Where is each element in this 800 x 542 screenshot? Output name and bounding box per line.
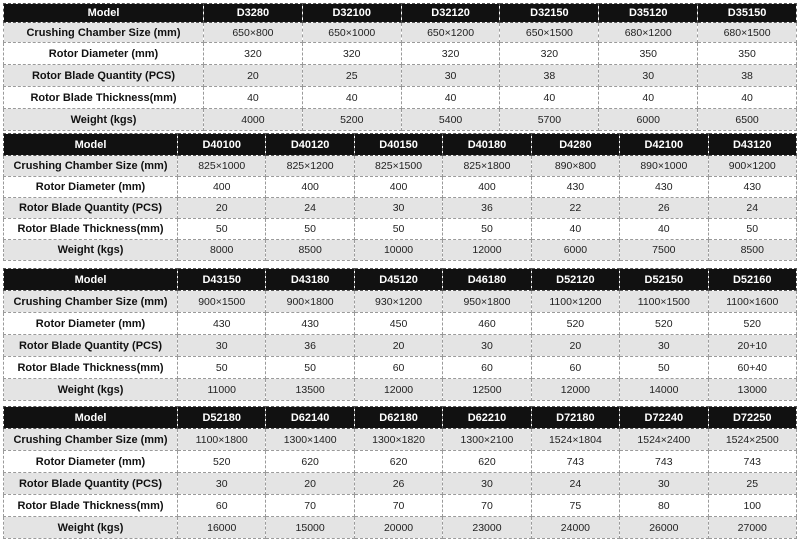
model-header-label: Model <box>4 269 178 291</box>
table-row <box>4 313 797 335</box>
table-cell: 30 <box>354 198 442 219</box>
table-cell: 12000 <box>443 240 531 261</box>
table-cell: 900×1200 <box>708 156 796 177</box>
table-row <box>4 177 797 198</box>
table-cell: 26 <box>354 473 442 495</box>
model-name: D43150 <box>178 269 266 291</box>
table-cell: 620 <box>443 451 531 473</box>
table-cell: 26 <box>620 198 708 219</box>
table-cell: 24 <box>531 473 619 495</box>
table-cell: 900×1500 <box>178 291 266 313</box>
table-cell: 520 <box>620 313 708 335</box>
model-name: D40100 <box>178 134 266 156</box>
table-row <box>4 198 797 219</box>
row-label-diameter: Rotor Diameter (mm) <box>4 43 204 65</box>
table-cell: 40 <box>698 87 797 109</box>
table-cell: 4000 <box>204 109 303 131</box>
model-header-label: Model <box>4 407 178 429</box>
table-row <box>4 473 797 495</box>
table-cell: 13000 <box>708 379 796 401</box>
row-label-thickness: Rotor Blade Thickness(mm) <box>4 87 204 109</box>
table-cell: 20 <box>266 473 354 495</box>
table-cell: 900×1800 <box>266 291 354 313</box>
table-cell: 520 <box>178 451 266 473</box>
table-cell: 6000 <box>531 240 619 261</box>
model-name: D43120 <box>708 134 796 156</box>
table-cell: 50 <box>443 219 531 240</box>
table-row <box>4 495 797 517</box>
table-cell: 460 <box>443 313 531 335</box>
table-row <box>4 87 797 109</box>
table-cell: 40 <box>204 87 303 109</box>
table-cell: 450 <box>354 313 442 335</box>
table-cell: 36 <box>443 198 531 219</box>
table-cell: 12000 <box>354 379 442 401</box>
row-label-quantity: Rotor Blade Quantity (PCS) <box>4 335 178 357</box>
model-name: D3280 <box>204 4 303 23</box>
table-cell: 30 <box>401 65 500 87</box>
table-cell: 60 <box>531 357 619 379</box>
model-name: D62140 <box>266 407 354 429</box>
table-cell: 1100×1800 <box>178 429 266 451</box>
row-label-diameter: Rotor Diameter (mm) <box>4 177 178 198</box>
row-label-diameter: Rotor Diameter (mm) <box>4 451 178 473</box>
row-label-weight: Weight (kgs) <box>4 240 178 261</box>
table-cell: 20 <box>204 65 303 87</box>
table-cell: 1100×1200 <box>531 291 619 313</box>
row-label-chamber: Crushing Chamber Size (mm) <box>4 156 178 177</box>
table-cell: 25 <box>708 473 796 495</box>
table-cell: 13500 <box>266 379 354 401</box>
table-cell: 620 <box>266 451 354 473</box>
table-cell: 1524×1804 <box>531 429 619 451</box>
table-cell: 1524×2500 <box>708 429 796 451</box>
table-cell: 1100×1500 <box>620 291 708 313</box>
table-cell: 680×1200 <box>599 23 698 43</box>
table-cell: 430 <box>178 313 266 335</box>
table-cell: 680×1500 <box>698 23 797 43</box>
row-label-chamber: Crushing Chamber Size (mm) <box>4 23 204 43</box>
table-cell: 8000 <box>178 240 266 261</box>
table-cell: 620 <box>354 451 442 473</box>
table-cell: 38 <box>698 65 797 87</box>
table-cell: 650×1500 <box>500 23 599 43</box>
model-name: D43180 <box>266 269 354 291</box>
row-label-weight: Weight (kgs) <box>4 109 204 131</box>
model-name: D32100 <box>302 4 401 23</box>
spec-table-2 <box>3 133 797 261</box>
table-cell: 12500 <box>443 379 531 401</box>
row-label-thickness: Rotor Blade Thickness(mm) <box>4 495 178 517</box>
table-cell: 70 <box>266 495 354 517</box>
table-cell: 743 <box>531 451 619 473</box>
model-name: D35150 <box>698 4 797 23</box>
table-row <box>4 291 797 313</box>
table-cell: 890×800 <box>531 156 619 177</box>
table-cell: 40 <box>531 219 619 240</box>
table-cell: 24 <box>708 198 796 219</box>
table-row <box>4 219 797 240</box>
spec-table-3 <box>3 268 797 401</box>
table-cell: 15000 <box>266 517 354 539</box>
row-label-thickness: Rotor Blade Thickness(mm) <box>4 219 178 240</box>
table-cell: 430 <box>266 313 354 335</box>
table-cell: 30 <box>620 335 708 357</box>
table-cell: 320 <box>500 43 599 65</box>
table-cell: 25 <box>302 65 401 87</box>
model-name: D52180 <box>178 407 266 429</box>
table-cell: 20 <box>178 198 266 219</box>
model-name: D42100 <box>620 134 708 156</box>
row-label-quantity: Rotor Blade Quantity (PCS) <box>4 65 204 87</box>
table-cell: 11000 <box>178 379 266 401</box>
table-cell: 50 <box>266 357 354 379</box>
table-cell: 30 <box>443 335 531 357</box>
table-row <box>4 65 797 87</box>
table-cell: 16000 <box>178 517 266 539</box>
table-cell: 6500 <box>698 109 797 131</box>
model-name: D52160 <box>708 269 796 291</box>
table-cell: 890×1000 <box>620 156 708 177</box>
table-cell: 430 <box>620 177 708 198</box>
table-cell: 60 <box>443 357 531 379</box>
spec-table-1 <box>3 3 797 131</box>
model-name: D72250 <box>708 407 796 429</box>
table-cell: 825×1000 <box>178 156 266 177</box>
table-cell: 400 <box>443 177 531 198</box>
table-cell: 50 <box>620 357 708 379</box>
table-cell: 40 <box>401 87 500 109</box>
table-cell: 743 <box>620 451 708 473</box>
table-cell: 30 <box>443 473 531 495</box>
table-cell: 8500 <box>266 240 354 261</box>
table-row <box>4 451 797 473</box>
model-header-label: Model <box>4 4 204 23</box>
table-cell: 40 <box>302 87 401 109</box>
table-cell: 825×1800 <box>443 156 531 177</box>
table-cell: 100 <box>708 495 796 517</box>
table-row <box>4 240 797 261</box>
table-cell: 520 <box>708 313 796 335</box>
table-cell: 40 <box>620 219 708 240</box>
table-cell: 1300×2100 <box>443 429 531 451</box>
table-cell: 50 <box>708 219 796 240</box>
table-cell: 40 <box>599 87 698 109</box>
row-label-quantity: Rotor Blade Quantity (PCS) <box>4 198 178 219</box>
table-cell: 12000 <box>531 379 619 401</box>
model-name: D46180 <box>443 269 531 291</box>
model-name: D62210 <box>443 407 531 429</box>
table-row <box>4 109 797 131</box>
table-cell: 70 <box>354 495 442 517</box>
model-header-label: Model <box>4 134 178 156</box>
table-cell: 26000 <box>620 517 708 539</box>
table-cell: 350 <box>698 43 797 65</box>
table-cell: 5400 <box>401 109 500 131</box>
table-cell: 400 <box>178 177 266 198</box>
table-cell: 1524×2400 <box>620 429 708 451</box>
table-cell: 30 <box>178 473 266 495</box>
model-name: D40120 <box>266 134 354 156</box>
table-cell: 430 <box>708 177 796 198</box>
table-row <box>4 43 797 65</box>
table-row <box>4 517 797 539</box>
table-cell: 14000 <box>620 379 708 401</box>
table-cell: 27000 <box>708 517 796 539</box>
table-cell: 400 <box>266 177 354 198</box>
table-row <box>4 379 797 401</box>
table-cell: 24000 <box>531 517 619 539</box>
table-cell: 20 <box>531 335 619 357</box>
table-cell: 50 <box>178 219 266 240</box>
table-cell: 30 <box>599 65 698 87</box>
table-cell: 320 <box>204 43 303 65</box>
row-label-chamber: Crushing Chamber Size (mm) <box>4 291 178 313</box>
row-label-diameter: Rotor Diameter (mm) <box>4 313 178 335</box>
table-cell: 60 <box>178 495 266 517</box>
table-cell: 75 <box>531 495 619 517</box>
model-name: D32150 <box>500 4 599 23</box>
table-cell: 40 <box>500 87 599 109</box>
table-cell: 1300×1820 <box>354 429 442 451</box>
table-cell: 23000 <box>443 517 531 539</box>
table-cell: 320 <box>302 43 401 65</box>
table-cell: 30 <box>178 335 266 357</box>
table-cell: 38 <box>500 65 599 87</box>
model-name: D62180 <box>354 407 442 429</box>
table-cell: 60+40 <box>708 357 796 379</box>
model-name: D72240 <box>620 407 708 429</box>
table-cell: 50 <box>178 357 266 379</box>
table-cell: 650×800 <box>204 23 303 43</box>
model-name: D35120 <box>599 4 698 23</box>
spec-table-4 <box>3 406 797 539</box>
table-cell: 650×1200 <box>401 23 500 43</box>
table-cell: 10000 <box>354 240 442 261</box>
table-cell: 50 <box>266 219 354 240</box>
table-row <box>4 156 797 177</box>
table-row <box>4 429 797 451</box>
table-cell: 70 <box>443 495 531 517</box>
table-cell: 24 <box>266 198 354 219</box>
model-name: D40180 <box>443 134 531 156</box>
table-cell: 825×1200 <box>266 156 354 177</box>
table-cell: 36 <box>266 335 354 357</box>
table-cell: 7500 <box>620 240 708 261</box>
table-cell: 20000 <box>354 517 442 539</box>
row-label-weight: Weight (kgs) <box>4 379 178 401</box>
table-cell: 5700 <box>500 109 599 131</box>
table-row <box>4 335 797 357</box>
table-cell: 80 <box>620 495 708 517</box>
table-cell: 20+10 <box>708 335 796 357</box>
table-cell: 520 <box>531 313 619 335</box>
model-name: D52120 <box>531 269 619 291</box>
row-label-chamber: Crushing Chamber Size (mm) <box>4 429 178 451</box>
table-cell: 400 <box>354 177 442 198</box>
table-cell: 950×1800 <box>443 291 531 313</box>
table-cell: 350 <box>599 43 698 65</box>
table-cell: 320 <box>401 43 500 65</box>
model-name: D32120 <box>401 4 500 23</box>
table-cell: 20 <box>354 335 442 357</box>
model-name: D4280 <box>531 134 619 156</box>
table-cell: 430 <box>531 177 619 198</box>
model-name: D45120 <box>354 269 442 291</box>
table-cell: 650×1000 <box>302 23 401 43</box>
table-cell: 5200 <box>302 109 401 131</box>
table-cell: 1300×1400 <box>266 429 354 451</box>
model-name: D40150 <box>354 134 442 156</box>
row-label-thickness: Rotor Blade Thickness(mm) <box>4 357 178 379</box>
table-cell: 6000 <box>599 109 698 131</box>
table-cell: 22 <box>531 198 619 219</box>
table-cell: 30 <box>620 473 708 495</box>
table-cell: 1100×1600 <box>708 291 796 313</box>
table-row <box>4 357 797 379</box>
table-cell: 60 <box>354 357 442 379</box>
table-cell: 8500 <box>708 240 796 261</box>
table-row <box>4 23 797 43</box>
table-cell: 825×1500 <box>354 156 442 177</box>
model-name: D52150 <box>620 269 708 291</box>
model-name: D72180 <box>531 407 619 429</box>
row-label-quantity: Rotor Blade Quantity (PCS) <box>4 473 178 495</box>
table-cell: 50 <box>354 219 442 240</box>
table-cell: 930×1200 <box>354 291 442 313</box>
row-label-weight: Weight (kgs) <box>4 517 178 539</box>
table-cell: 743 <box>708 451 796 473</box>
